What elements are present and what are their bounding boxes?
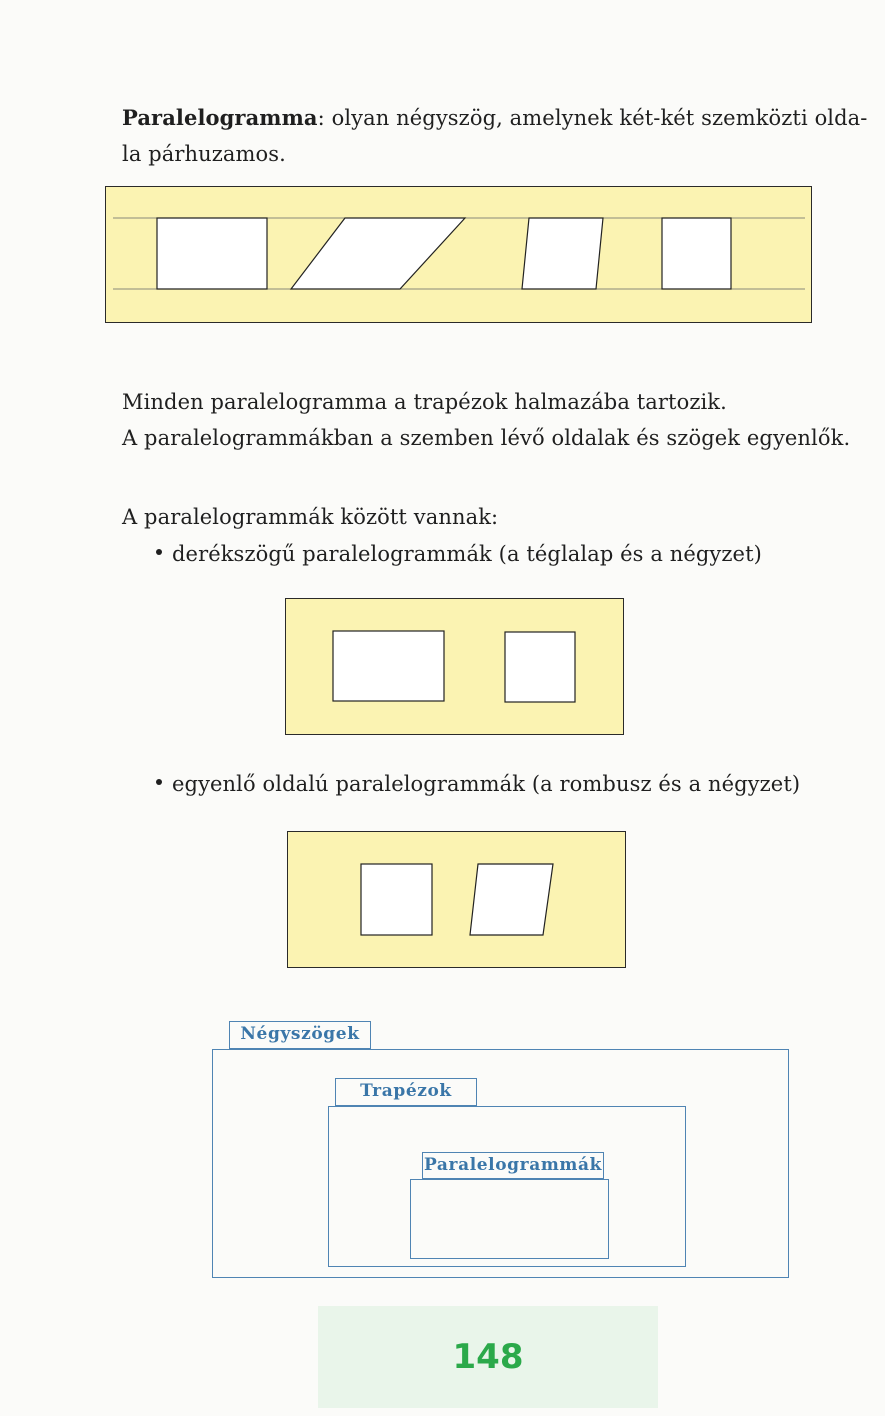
statements — [122, 384, 862, 456]
definition-term: Paralelogramma — [122, 105, 318, 130]
rectangle-shape — [157, 218, 267, 289]
set-parallelograms-box — [410, 1179, 609, 1259]
rhombus-shape — [470, 864, 553, 935]
list-item-text: egyenlő oldalú paralelogrammák (a rombusz és a négyzet) — [172, 772, 801, 796]
square-shape — [361, 864, 432, 935]
set-parallelograms-label: Paralelogrammák — [422, 1152, 604, 1179]
bullet-icon — [156, 779, 162, 785]
statement-1: Minden paralelogramma a trapézok halmazába tartozik. — [122, 390, 727, 414]
square-shape — [662, 218, 731, 289]
list-item-text: derékszögű paralelogrammák (a téglalap és a négyzet) — [172, 542, 762, 566]
parallelogram-examples-panel — [105, 186, 812, 323]
definition-line-2: la párhuzamos. — [122, 142, 286, 166]
slanted-parallelogram-shape — [291, 218, 465, 289]
rectangle-shape — [333, 631, 444, 701]
definition-line-1 — [122, 100, 868, 136]
equilateral-figure — [287, 831, 626, 968]
right-angled-panel — [285, 598, 624, 735]
definition — [122, 100, 868, 172]
parallelogram-examples-figure — [105, 186, 812, 323]
rhombus-shape — [522, 218, 603, 289]
statement-2: A paralelogrammákban a szemben lévő oldalak és szögek egyenlők. — [122, 426, 851, 450]
bullet-icon — [156, 549, 162, 555]
equilateral-panel — [287, 831, 626, 968]
right-angled-figure — [285, 598, 624, 735]
list-intro: A paralelogrammák között vannak: — [122, 505, 499, 529]
definition-text-1: : olyan négyszög, amelynek két-két szemközti olda- — [317, 106, 868, 130]
page-number: 148 — [452, 1337, 524, 1377]
list-item-equilateral — [156, 766, 800, 802]
square-shape — [505, 632, 575, 702]
list-item-right-angled — [156, 536, 762, 572]
set-trapezoids-label: Trapézok — [335, 1078, 477, 1106]
set-quadrilaterals-label: Négyszögek — [229, 1021, 371, 1049]
